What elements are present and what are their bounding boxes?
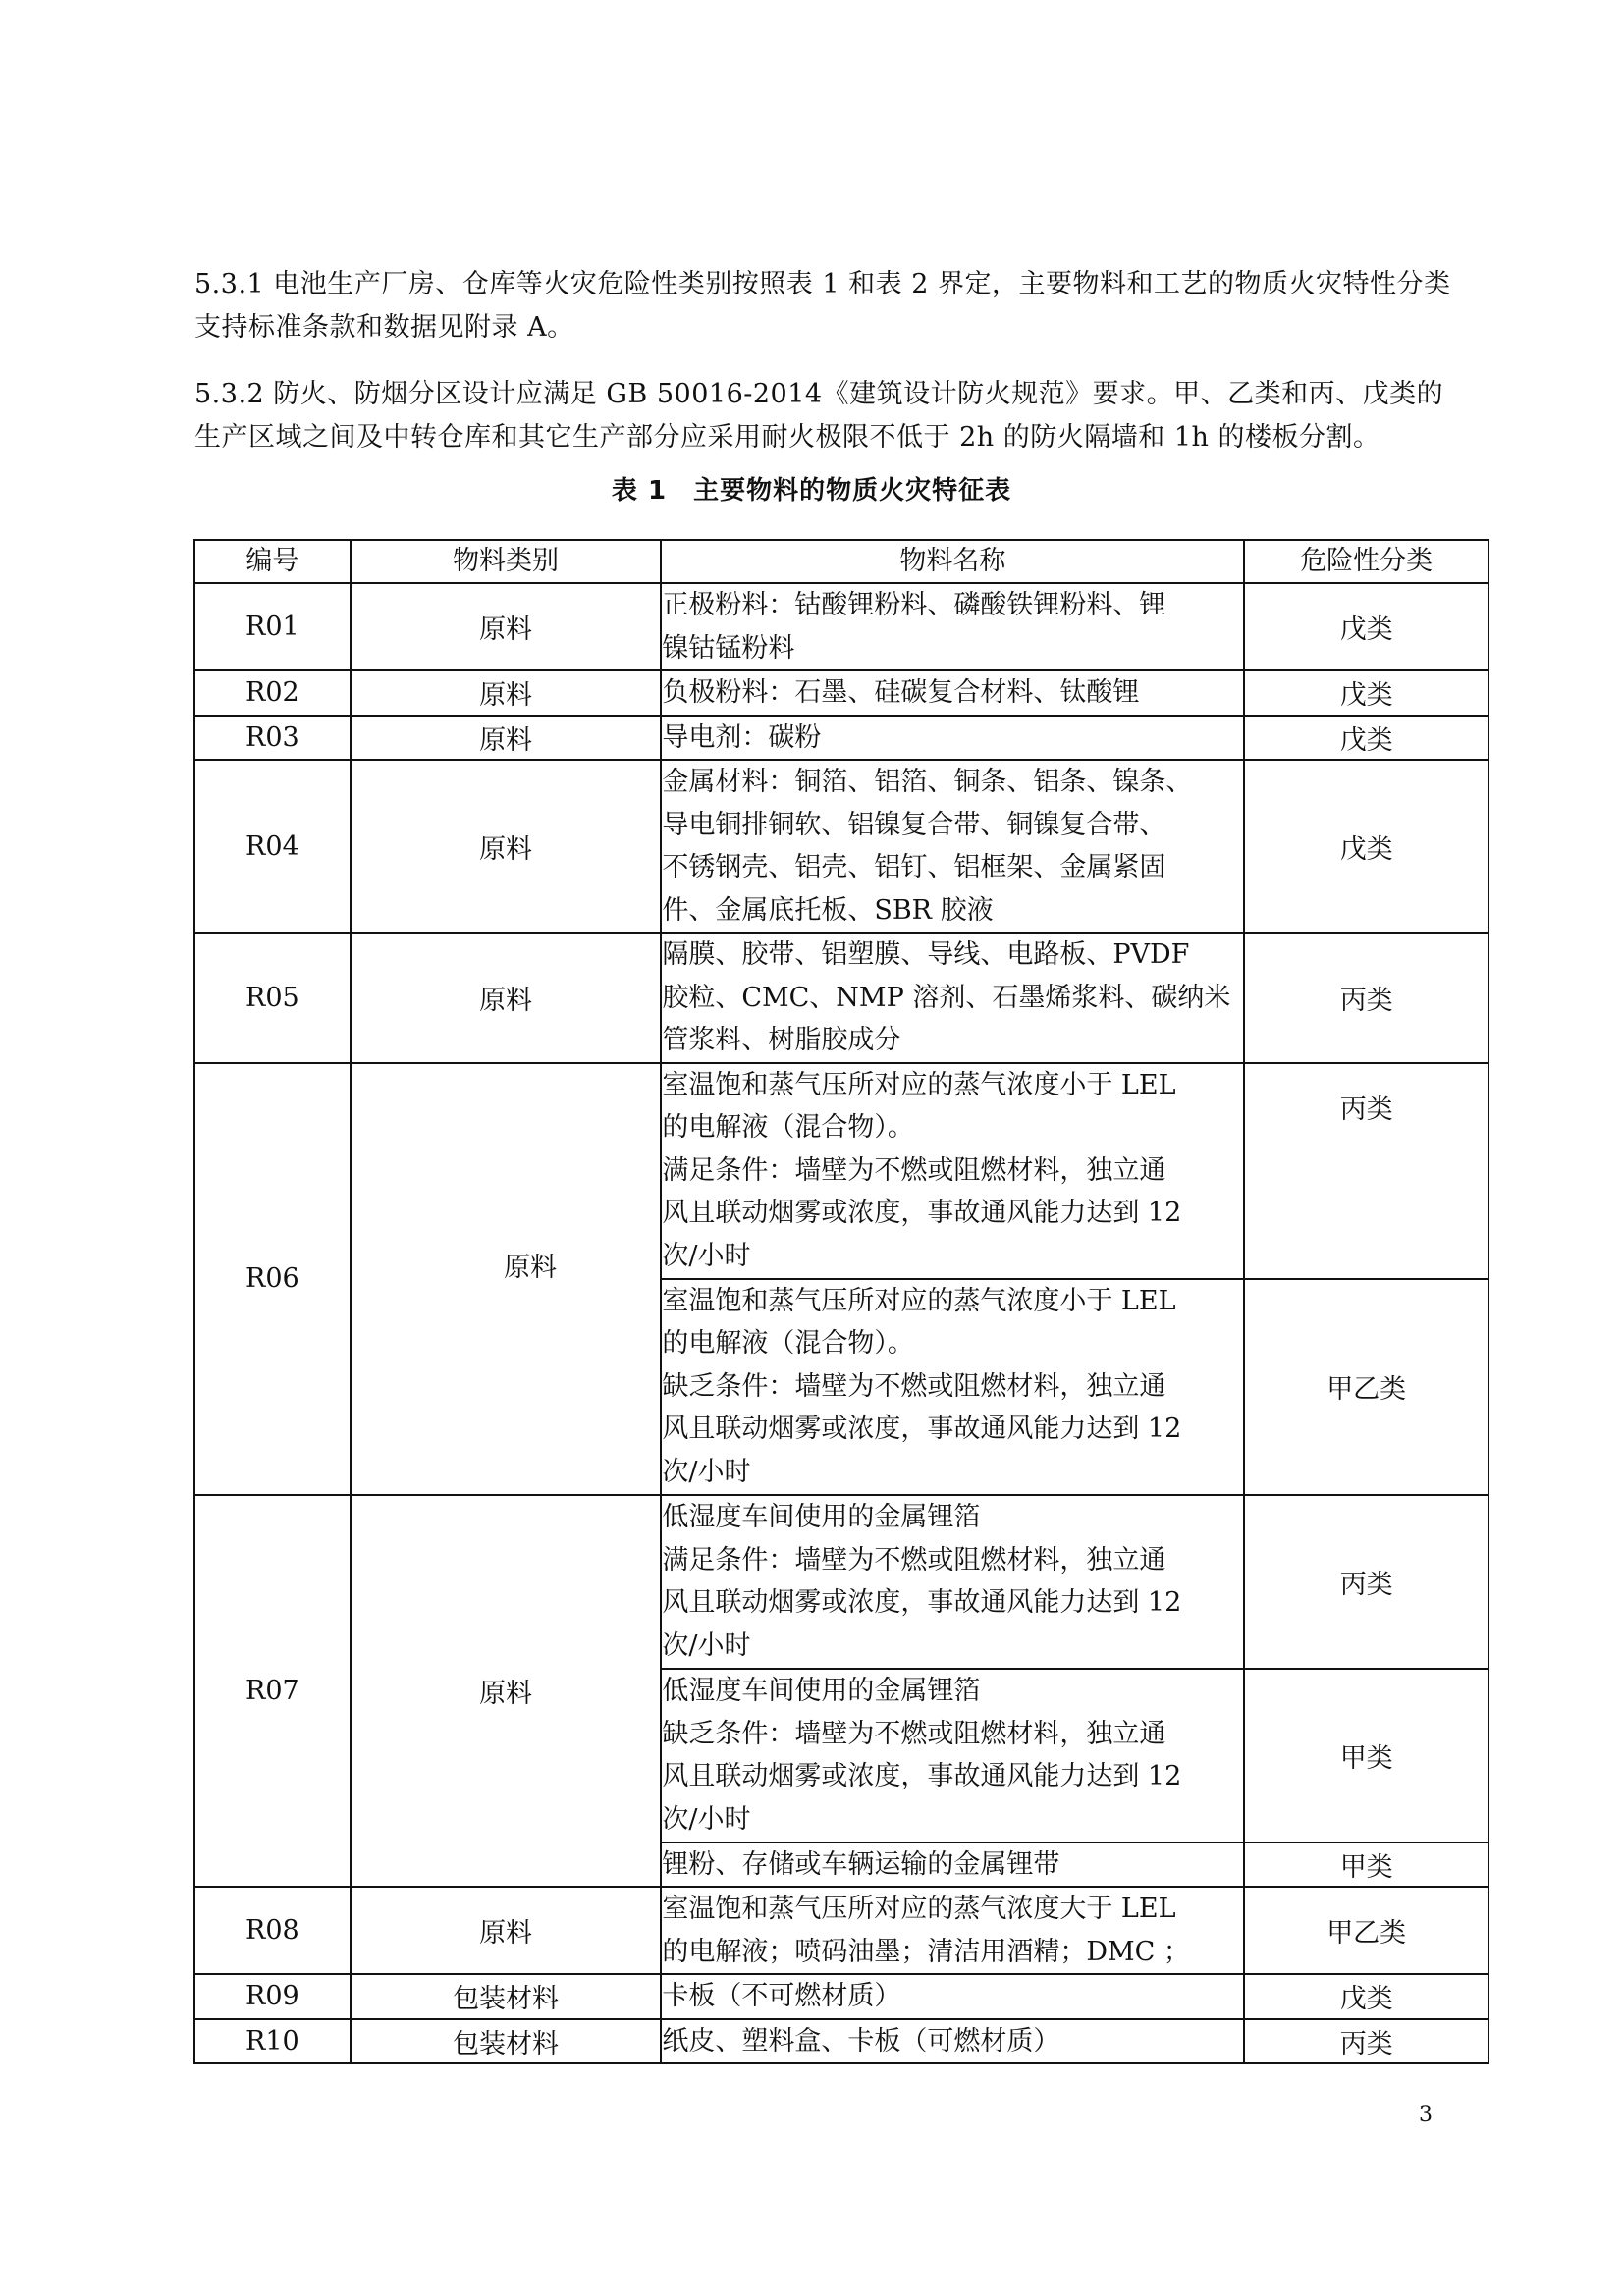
paragraph-5-3-1: 5.3.1 电池生产厂房、仓库等火灾危险性类别按照表 1 和表 2 界定，主要物料和工艺的物质火灾特性分类支持标准条款和数据见附录 A。	[194, 269, 1451, 343]
cell-hazard: 戊类	[1244, 760, 1488, 933]
name-line: 金属材料：铜箔、铝箔、铜条、铝条、镍条、	[662, 767, 1193, 797]
cell-material-name	[661, 583, 1244, 670]
name-line: 导电铜排铜软、铝镍复合带、铜镍复合带、	[662, 809, 1166, 840]
cell-hazard: 甲类	[1244, 1669, 1488, 1842]
name-line: 锂粉、存储或车辆运输的金属锂带	[662, 1848, 1060, 1880]
table-row	[194, 670, 1488, 716]
name-line: 次/小时	[662, 1456, 751, 1487]
name-line: 缺乏条件：墙壁为不燃或阻燃材料，独立通	[662, 1718, 1166, 1749]
table-row	[194, 1063, 1488, 1279]
cell-hazard: 戊类	[1244, 716, 1488, 761]
cell-id: R05	[194, 933, 351, 1063]
cell-material-name	[661, 1495, 1244, 1669]
cell-category: 原料	[351, 1495, 662, 1888]
cell-category: 原料	[351, 583, 662, 670]
cell-material-name	[661, 1669, 1244, 1842]
cell-category: 原料	[351, 1063, 662, 1495]
name-line: 胶粒、CMC、NMP 溶剂、石墨烯浆料、碳纳米	[662, 982, 1231, 1013]
table-row	[194, 933, 1488, 1063]
cell-material-name	[661, 933, 1244, 1063]
table-row	[194, 583, 1488, 670]
cell-category: 原料	[351, 933, 662, 1063]
header-hazard-class: 危险性分类	[1244, 540, 1488, 583]
cell-id: R02	[194, 670, 351, 716]
cell-material-name	[661, 2019, 1244, 2064]
cell-hazard: 甲乙类	[1244, 1279, 1488, 1495]
table-row	[194, 1974, 1488, 2019]
header-id: 编号	[194, 540, 351, 583]
name-line: 风且联动烟雾或浓度，事故通风能力达到 12	[662, 1587, 1182, 1618]
cell-id: R10	[194, 2019, 351, 2064]
cell-hazard: 甲乙类	[1244, 1887, 1488, 1974]
name-line: 缺乏条件：墙壁为不燃或阻燃材料，独立通	[662, 1370, 1166, 1402]
name-line: 卡板（不可燃材质）	[662, 1981, 901, 2011]
name-line: 镍钴锰粉料	[662, 632, 795, 664]
cell-category: 包装材料	[351, 2019, 662, 2064]
cell-id: R04	[194, 760, 351, 933]
name-line: 纸皮、塑料盒、卡板（可燃材质）	[662, 2025, 1060, 2056]
cell-hazard: 丙类	[1244, 933, 1488, 1063]
cell-material-name	[661, 760, 1244, 933]
cell-material-name	[661, 716, 1244, 761]
page-number: 3	[1419, 2103, 1433, 2127]
name-line: 低湿度车间使用的金属锂箔	[662, 1502, 981, 1532]
cell-hazard: 戊类	[1244, 1974, 1488, 2019]
table-row	[194, 1887, 1488, 1974]
cell-id: R06	[194, 1063, 351, 1495]
cell-hazard: 戊类	[1244, 583, 1488, 670]
cell-id: R07	[194, 1495, 351, 1888]
name-line: 风且联动烟雾或浓度，事故通风能力达到 12	[662, 1198, 1182, 1229]
cell-category: 原料	[351, 760, 662, 933]
name-line: 次/小时	[662, 1629, 751, 1661]
name-line: 导电剂：碳粉	[662, 721, 822, 753]
name-line: 的电解液；喷码油墨；清洁用酒精；DMC ；	[662, 1936, 1190, 1967]
cell-id: R08	[194, 1887, 351, 1974]
name-line: 风且联动烟雾或浓度，事故通风能力达到 12	[662, 1414, 1182, 1445]
cell-category: 原料	[351, 716, 662, 761]
table-row	[194, 760, 1488, 933]
name-line: 正极粉料：钴酸锂粉料、磷酸铁锂粉料、锂	[662, 590, 1166, 620]
cell-material-name	[661, 670, 1244, 716]
name-line: 室温饱和蒸气压所对应的蒸气浓度小于 LEL	[662, 1285, 1176, 1316]
name-line: 负极粉料：石墨、硅碳复合材料、钛酸锂	[662, 677, 1140, 708]
cell-material-name	[661, 1842, 1244, 1888]
cell-id: R01	[194, 583, 351, 670]
table-row	[194, 1495, 1488, 1669]
cell-id: R09	[194, 1974, 351, 2019]
name-line: 低湿度车间使用的金属锂箔	[662, 1676, 981, 1706]
paragraph-5-3-2: 5.3.2 防火、防烟分区设计应满足 GB 50016-2014《建筑设计防火规范》要求。甲、乙类和丙、戊类的生产区域之间及中转仓库和其它生产部分应采用耐火极限不低于 2h 的防火隔墙和 1h 的楼板分割。	[194, 379, 1444, 453]
name-line: 风且联动烟雾或浓度，事故通风能力达到 12	[662, 1761, 1182, 1791]
cell-hazard: 丙类	[1244, 1063, 1488, 1279]
material-hazard-table	[193, 539, 1489, 2064]
cell-hazard: 丙类	[1244, 1495, 1488, 1669]
cell-material-name	[661, 1974, 1244, 2019]
name-line: 的电解液（混合物）。	[662, 1112, 914, 1144]
cell-category: 原料	[351, 670, 662, 716]
cell-hazard: 丙类	[1244, 2019, 1488, 2064]
table-caption: 表 1 主要物料的物质火灾特征表	[611, 476, 1012, 506]
name-line: 管浆料、树脂胶成分	[662, 1025, 901, 1055]
name-line: 的电解液（混合物）。	[662, 1328, 914, 1360]
cell-category: 原料	[351, 1887, 662, 1974]
name-line: 室温饱和蒸气压所对应的蒸气浓度小于 LEL	[662, 1069, 1176, 1100]
cell-material-name	[661, 1887, 1244, 1974]
name-line: 室温饱和蒸气压所对应的蒸气浓度大于 LEL	[662, 1894, 1176, 1924]
name-line: 满足条件：墙壁为不燃或阻燃材料，独立通	[662, 1544, 1166, 1575]
header-category: 物料类别	[351, 540, 662, 583]
cell-id: R03	[194, 716, 351, 761]
name-line: 件、金属底托板、SBR 胶液	[662, 894, 994, 926]
table-row	[194, 716, 1488, 761]
table-row	[194, 2019, 1488, 2064]
cell-hazard: 甲类	[1244, 1842, 1488, 1888]
header-material-name: 物料名称	[661, 540, 1244, 583]
name-line: 不锈钢壳、铝壳、铝钉、铝框架、金属紧固	[662, 852, 1166, 882]
name-line: 次/小时	[662, 1240, 751, 1271]
cell-material-name	[661, 1063, 1244, 1279]
cell-hazard: 戊类	[1244, 670, 1488, 716]
name-line: 次/小时	[662, 1803, 751, 1835]
name-line: 隔膜、胶带、铝塑膜、导线、电路板、PVDF	[662, 939, 1190, 970]
cell-category: 包装材料	[351, 1974, 662, 2019]
cell-material-name	[661, 1279, 1244, 1495]
table-header-row	[194, 540, 1488, 583]
name-line: 满足条件：墙壁为不燃或阻燃材料，独立通	[662, 1154, 1166, 1186]
